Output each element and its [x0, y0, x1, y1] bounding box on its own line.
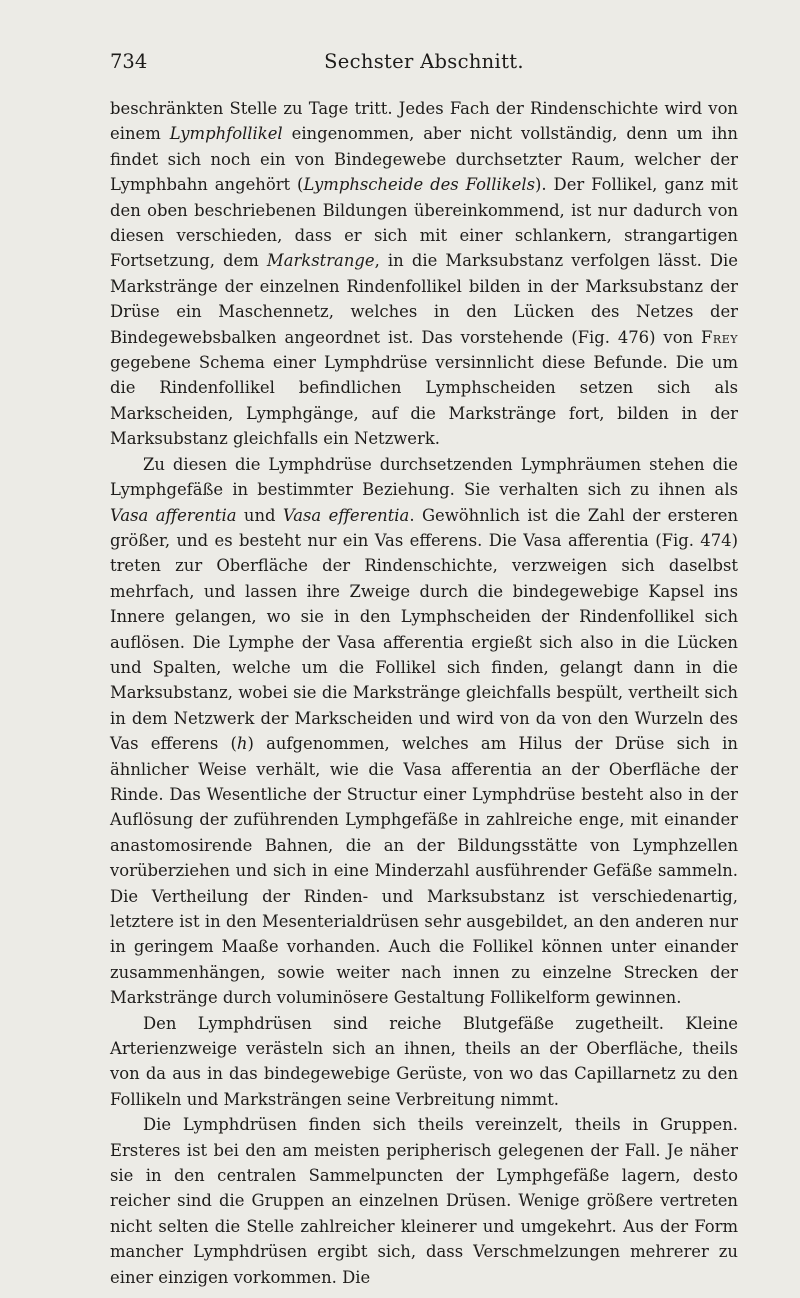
page-number: 734 [110, 50, 148, 73]
paragraph-3: Den Lymphdrüsen sind reiche Blutgefäße zugetheilt. Kleine Arterienzweige verästeln sich an ihnen, theils an der Oberfläche, theils von da aus in das bindegewebige Gerüste, von wo das Capillarnetz zu den Follikeln und Marksträngen seine Verbreitung nimmt. [110, 1013, 738, 1109]
paragraph-1: beschränkten Stelle zu Tage tritt. Jedes Fach der Rindenschichte wird von einem Lymphfollikel eingenommen, aber nicht vollständig, denn um ihn findet sich noch ein von Bindegewebe durchsetzter Raum, welcher der Lymphbahn angehört (Lymphscheide des Follikels). Der Follikel, ganz mit den oben beschriebenen Bildungen übereinkommend, ist nur dadurch von diesen verschieden, dass er sich mit einer schlankern, strangartigen Fortsetzung, dem Markstrange, in die Marksubstanz verfolgen lässt. Die Markstränge der einzelnen Rindenfollikel bilden in der Marksubstanz der Drüse ein Maschennetz, welches in den Lücken des Netzes der Bindegewebsbalken angeordnet ist. Das vorstehende (Fig. 476) von Frey gegebene Schema einer Lymphdrüse versinnlicht diese Befunde. Die um die Rindenfollikel befindlichen Lymphscheiden setzen sich als Markscheiden, Lymphgänge, auf die Markstränge fort, bilden in der Marksubstanz gleichfalls ein Netzwerk. [110, 99, 739, 449]
paragraph-4: Die Lymphdrüsen finden sich theils vereinzelt, theils in Gruppen. Ersteres ist bei den am meisten peripherisch gelegenen der Fall. Je näher sie in den centralen Sammelpuncten der Lymphgefäße lagern, desto reicher sind die Gruppen an einzelnen Drüsen. Wenige größere vertreten nicht selten die Stelle zahlreicher kleinerer und umgekehrt. Aus der Form mancher Lymphdrüsen ergibt sich, dass Verschmelzungen mehrerer zu einer einzigen vorkommen. Die [110, 1115, 738, 1287]
paragraph-2: Zu diesen die Lymphdrüse durchsetzenden Lymphräumen stehen die Lymphgefäße in bestimmter Beziehung. Sie verhalten sich zu ihnen als Vasa afferentia und Vasa efferentia. Gewöhnlich ist die Zahl der ersteren größer, und es besteht nur ein Vas efferens. Die Vasa afferentia (Fig. 474) treten zur Oberfläche der Rindenschichte, verzweigen sich daselbst mehrfach, und lassen ihre Zweige durch die bindegewebige Kapsel ins Innere gelangen, wo sie in den Lymphscheiden der Rindenfollikel sich auflösen. Die Lymphe der Vasa afferentia ergießt sich also in die Lücken und Spalten, welche um die Follikel sich finden, gelangt dann in die Marksubstanz, wobei sie die Markstränge gleichfalls bespült, vertheilt sich in dem Netzwerk der Markscheiden und wird von da von den Wurzeln des Vas efferens (h) aufgenommen, welches am Hilus der Drüse sich in ähnlicher Weise verhält, wie die Vasa afferentia an der Oberfläche der Rinde. Das Wesentliche der Structur einer Lymphdrüse besteht also in der Auflösung der zuführenden Lymphgefäße in zahlreiche enge, mit einander anastomosirende Bahnen, die an der Bildungsstätte von Lymphzellen vorüberziehen und sich in eine Minderzahl ausführender Gefäße sammeln. Die Vertheilung der Rinden- und Marksubstanz ist verschiedenartig, letztere ist in den Mesenterialdrüsen sehr ausgebildet, an den anderen nur in geringem Maaße vorhanden. Auch die Follikel können unter einander zusammenhängen, sowie weiter nach innen zu einzelne Strecken der Markstränge durch voluminösere Gestaltung Follikelform gewinnen. [110, 454, 739, 1008]
running-head: Sechster Abschnitt. [324, 50, 524, 73]
book-page [110, 0, 738, 1290]
author-name: Frey [701, 327, 738, 347]
body-text [110, 96, 738, 1290]
page-header [110, 50, 738, 96]
